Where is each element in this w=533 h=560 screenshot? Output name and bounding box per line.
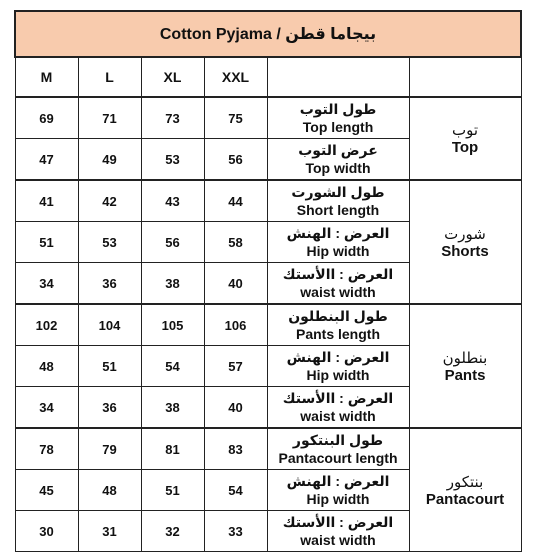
size-value-xxl: 44 — [204, 180, 267, 222]
size-value-xl: 54 — [141, 346, 204, 387]
table-title: Cotton Pyjama / بيجاما قطن — [15, 11, 521, 57]
measurement-label-arabic: العرض : الهنش — [286, 349, 390, 365]
size-value-xl: 51 — [141, 470, 204, 511]
size-value-m: 78 — [15, 428, 78, 470]
size-value-m: 51 — [15, 222, 78, 263]
size-value-m: 34 — [15, 263, 78, 305]
size-value-l: 71 — [78, 97, 141, 139]
size-value-xxl: 83 — [204, 428, 267, 470]
measurement-label-arabic: العرض : الهنش — [286, 225, 390, 241]
measurement-label-arabic: عرض التوب — [298, 142, 378, 158]
measurement-label-english: Short length — [296, 202, 380, 218]
size-value-xl: 43 — [141, 180, 204, 222]
size-value-l: 31 — [78, 511, 141, 552]
measurement-label — [267, 428, 409, 470]
measurement-label-english: waist width — [300, 532, 376, 548]
size-value-m: 47 — [15, 139, 78, 181]
measurement-label — [267, 511, 409, 552]
measurement-label-english: Top length — [302, 119, 374, 135]
measurement-header — [267, 57, 409, 97]
category-label — [409, 304, 521, 428]
category-label-english: Pants — [444, 366, 486, 384]
category-label-arabic: بنتكور — [446, 473, 484, 491]
measurement-label-english: Pants length — [295, 326, 380, 342]
measurement-label — [267, 387, 409, 429]
measurement-label-arabic: طول التوب — [299, 101, 377, 117]
size-header-l: L — [78, 57, 141, 97]
category-header — [409, 57, 521, 97]
size-header-xl: XL — [141, 57, 204, 97]
measurement-label — [267, 97, 409, 139]
measurement-label-english: waist width — [300, 408, 376, 424]
size-value-l: 48 — [78, 470, 141, 511]
measurement-label-arabic: طول البنطلون — [288, 308, 388, 324]
size-value-l: 51 — [78, 346, 141, 387]
size-value-xl: 38 — [141, 387, 204, 429]
table-row — [15, 180, 521, 222]
category-label — [409, 428, 521, 552]
size-value-l: 42 — [78, 180, 141, 222]
category-label-arabic: بنطلون — [442, 349, 488, 367]
size-value-xxl: 40 — [204, 387, 267, 429]
size-value-m: 45 — [15, 470, 78, 511]
measurement-label-arabic: العرض : االأستك — [282, 514, 394, 530]
measurement-label — [267, 304, 409, 346]
size-value-xxl: 58 — [204, 222, 267, 263]
measurement-label-arabic: العرض : الهنش — [286, 473, 390, 489]
size-value-xxl: 57 — [204, 346, 267, 387]
table-row — [15, 304, 521, 346]
size-value-m: 34 — [15, 387, 78, 429]
measurement-label — [267, 263, 409, 305]
size-value-m: 102 — [15, 304, 78, 346]
size-value-xl: 56 — [141, 222, 204, 263]
size-value-m: 41 — [15, 180, 78, 222]
size-value-xxl: 106 — [204, 304, 267, 346]
size-value-l: 104 — [78, 304, 141, 346]
size-value-m: 48 — [15, 346, 78, 387]
size-value-xxl: 56 — [204, 139, 267, 181]
size-value-xl: 105 — [141, 304, 204, 346]
category-label-arabic: توب — [451, 122, 479, 139]
measurement-label — [267, 222, 409, 263]
measurement-label-english: Top width — [305, 160, 371, 176]
size-value-m: 69 — [15, 97, 78, 139]
measurement-label — [267, 139, 409, 181]
measurement-label — [267, 470, 409, 511]
table-body — [15, 97, 521, 552]
size-table — [14, 10, 522, 552]
measurement-label-english: Pantacourt length — [278, 450, 398, 466]
size-value-xxl: 54 — [204, 470, 267, 511]
size-header-m: M — [15, 57, 78, 97]
size-value-xl: 53 — [141, 139, 204, 181]
size-value-xl: 81 — [141, 428, 204, 470]
size-value-l: 36 — [78, 263, 141, 305]
size-header-xxl: XXL — [204, 57, 267, 97]
measurement-label-arabic: طول البنتكور — [292, 432, 384, 448]
measurement-label — [267, 346, 409, 387]
size-value-l: 79 — [78, 428, 141, 470]
category-label-english: Top — [451, 139, 479, 156]
measurement-label-arabic: العرض : االأستك — [282, 390, 394, 406]
size-value-xxl: 33 — [204, 511, 267, 552]
table-row — [15, 97, 521, 139]
category-label-arabic: شورت — [444, 225, 486, 243]
size-value-m: 30 — [15, 511, 78, 552]
size-value-l: 36 — [78, 387, 141, 429]
measurement-label-english: waist width — [300, 284, 376, 300]
size-value-xl: 38 — [141, 263, 204, 305]
size-value-xl: 32 — [141, 511, 204, 552]
size-value-l: 53 — [78, 222, 141, 263]
size-value-xxl: 40 — [204, 263, 267, 305]
size-chart — [14, 10, 520, 552]
category-label — [409, 180, 521, 304]
measurement-label — [267, 180, 409, 222]
size-value-xxl: 75 — [204, 97, 267, 139]
category-label-english: Pantacourt — [425, 490, 505, 508]
table-row — [15, 428, 521, 470]
category-label — [409, 97, 521, 180]
measurement-label-english: Hip width — [306, 367, 370, 383]
size-value-l: 49 — [78, 139, 141, 181]
measurement-label-english: Hip width — [306, 243, 370, 259]
category-label-english: Shorts — [441, 242, 489, 260]
measurement-label-arabic: طول الشورت — [291, 184, 385, 200]
measurement-label-arabic: العرض : االأستك — [282, 266, 394, 282]
measurement-label-english: Hip width — [306, 491, 370, 507]
size-value-xl: 73 — [141, 97, 204, 139]
